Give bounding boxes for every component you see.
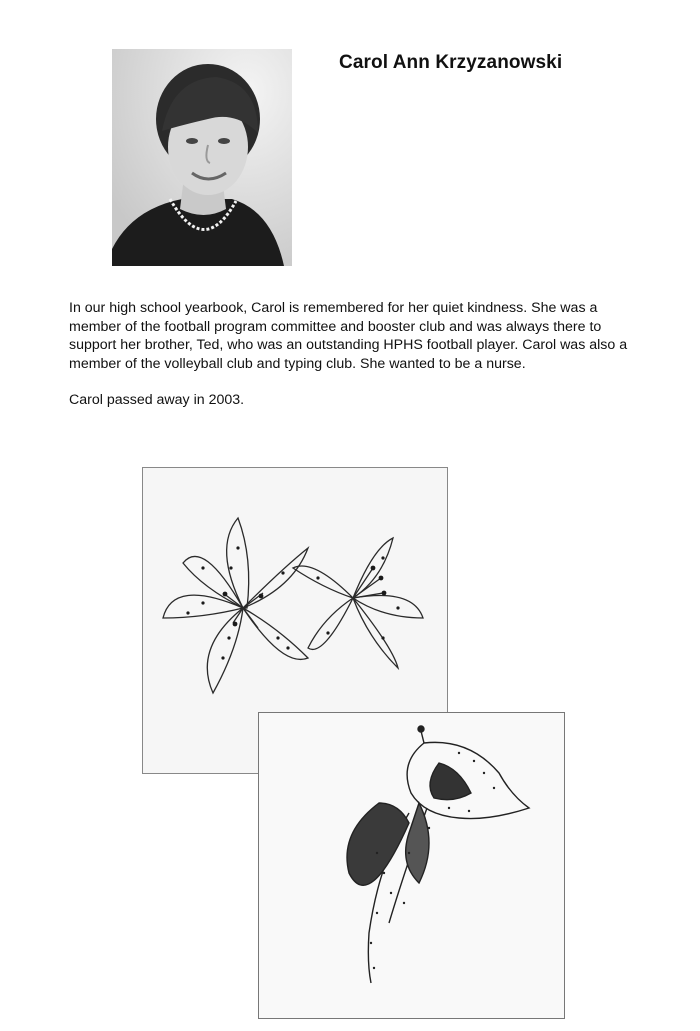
- bio-paragraph: In our high school yearbook, Carol is remembered for her quiet kindness. She was a member of the football program committee and booster club and was always there to support her brother, Ted, who was an outstanding HPHS football player. Carol was also a member of the volleyball club and typing club. She wanted to be a nurse.: [69, 300, 628, 372]
- calla-lily-artwork: [258, 712, 565, 1019]
- portrait-icon: [112, 49, 292, 266]
- calla-lily-icon: [259, 713, 565, 1019]
- bio-paragraph-passing: Carol passed away in 2003.: [69, 392, 245, 408]
- bio-text: [69, 299, 629, 410]
- portrait-photo: [112, 49, 292, 266]
- person-name: Carol Ann Krzyzanowski: [339, 52, 563, 73]
